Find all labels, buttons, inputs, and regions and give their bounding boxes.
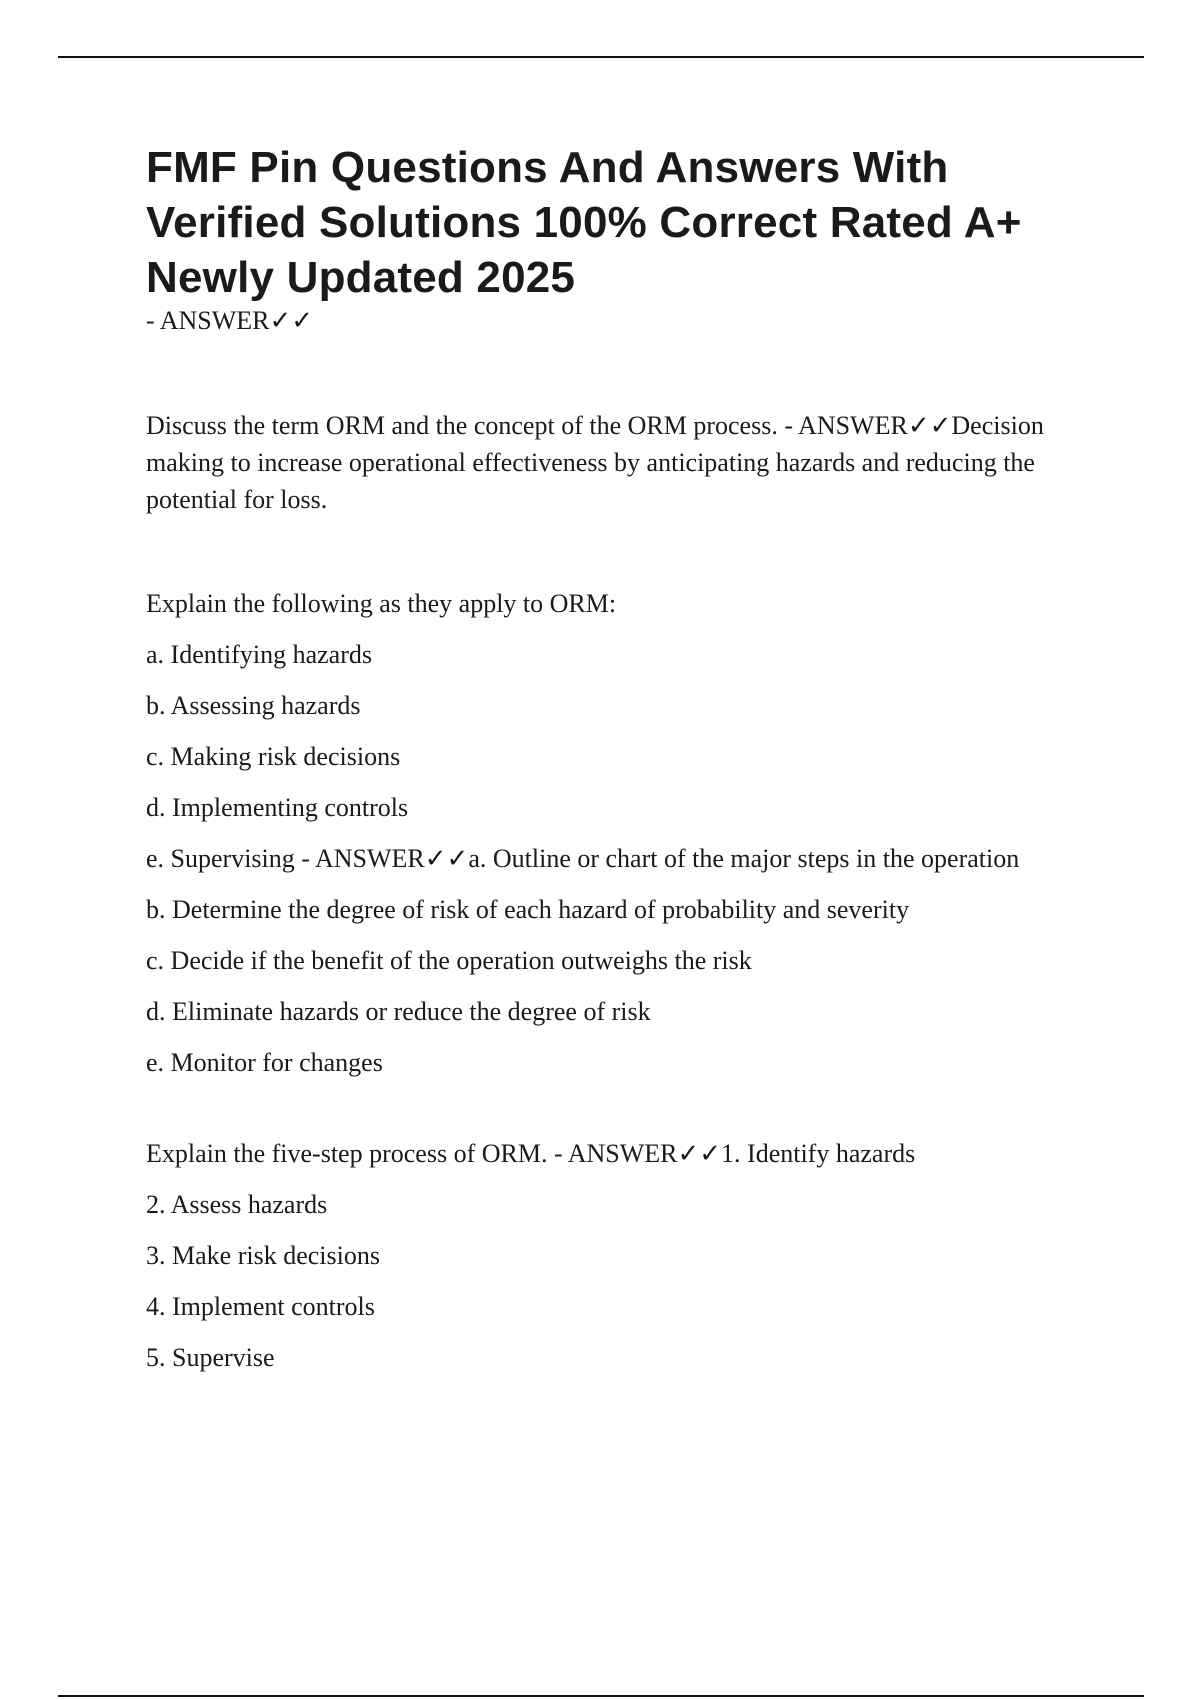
qa-block-five-step	[146, 1135, 1066, 1376]
qa-block-orm-term	[146, 407, 1066, 518]
list-item: b. Determine the degree of risk of each hazard of probability and severity	[146, 895, 910, 924]
list-item: 4. Implement controls	[146, 1292, 375, 1321]
top-rule	[58, 56, 1144, 58]
qa-block-orm-steps	[146, 585, 1066, 1081]
question-line: Explain the five-step process of ORM. - ANSWER✓✓1. Identify hazards	[146, 1139, 916, 1168]
list-item: d. Eliminate hazards or reduce the degree of risk	[146, 997, 651, 1026]
list-item: b. Assessing hazards	[146, 691, 361, 720]
list-item: 3. Make risk decisions	[146, 1241, 380, 1270]
bottom-rule	[58, 1695, 1144, 1697]
list-item: a. Identifying hazards	[146, 640, 372, 669]
qa-text: Discuss the term ORM and the concept of the ORM process. - ANSWER✓✓Decision making to increase operational effectiveness by anticipating hazards and reducing the potential for loss.	[146, 411, 1044, 514]
list-item: c. Decide if the benefit of the operation outweighs the risk	[146, 946, 752, 975]
document-title: FMF Pin Questions And Answers With Verified Solutions 100% Correct Rated A+ Newly Updated 2025	[146, 143, 1022, 302]
document-body	[146, 140, 1066, 1390]
list-item: d. Implementing controls	[146, 793, 409, 822]
answer-line: e. Supervising - ANSWER✓✓a. Outline or chart of the major steps in the operation	[146, 844, 1020, 873]
list-item: c. Making risk decisions	[146, 742, 401, 771]
list-item: 5. Supervise	[146, 1343, 275, 1372]
question-line: Explain the following as they apply to ORM:	[146, 589, 617, 618]
title-answer: - ANSWER✓✓	[146, 306, 314, 335]
list-item: e. Monitor for changes	[146, 1048, 383, 1077]
list-item: 2. Assess hazards	[146, 1190, 328, 1219]
